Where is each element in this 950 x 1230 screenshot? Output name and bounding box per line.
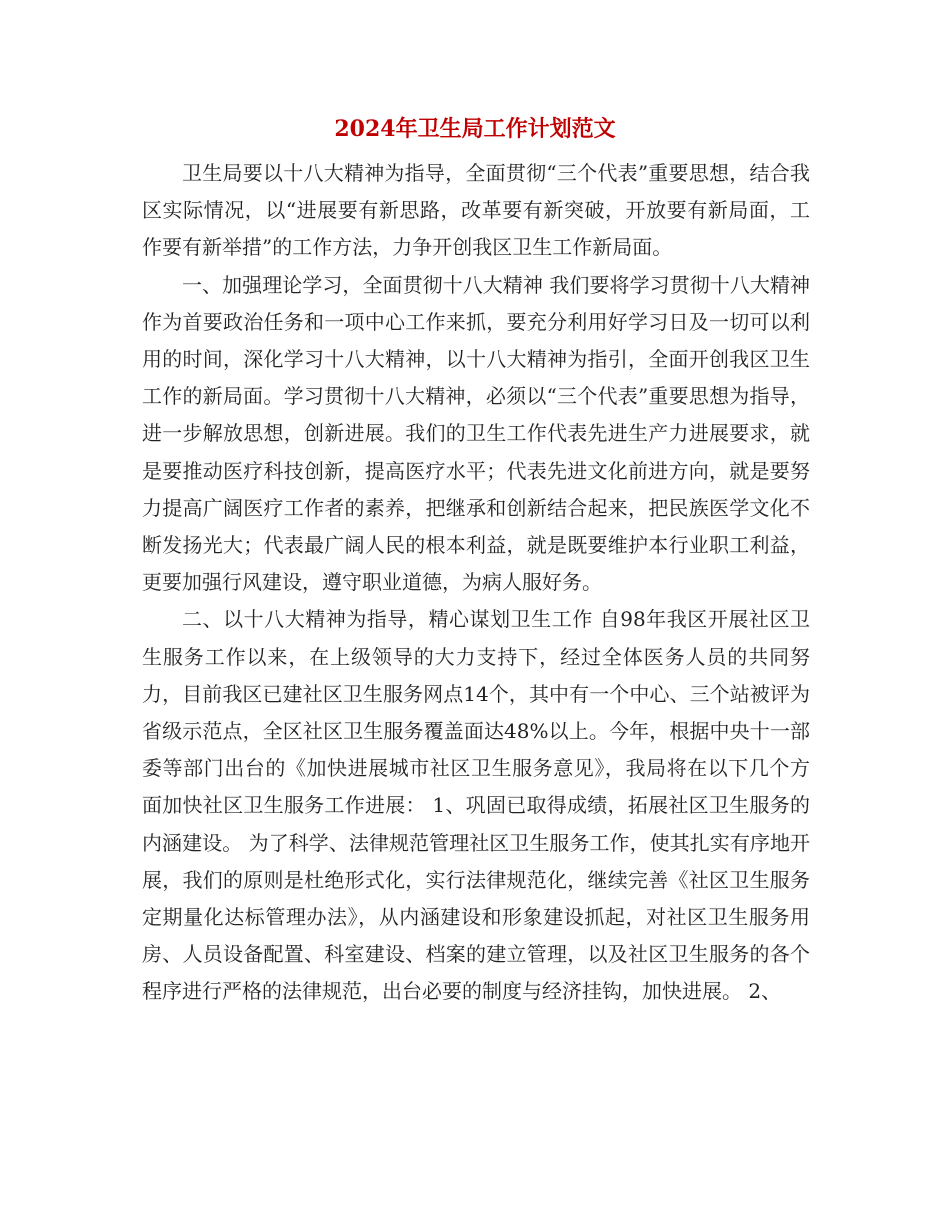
document-body [142, 155, 810, 1011]
paragraph-section-1: 一、加强理论学习，全面贯彻十八大精神 我们要将学习贯彻十八大精神作为首要政治任务和一项中心工作来抓，要充分利用好学习日及一切可以利用的时间，深化学习十八大精神，以十八大精神为指引，全面开创我区卫生工作的新局面。学习贯彻十八大精神，必须以“三个代表”重要思想为指导，进一步解放思想，创新进展。我们的卫生工作代表先进生产力进展要求，就是要推动医疗科技创新，提高医疗水平；代表先进文化前进方向，就是要努力提高广阔医疗工作者的素养，把继承和创新结合起来，把民族医学文化不断发扬光大；代表最广阔人民的根本利益，就是既要维护本行业职工利益，更要加强行风建设，遵守职业道德，为病人服好务。 [142, 272, 810, 595]
paragraph-intro: 卫生局要以十八大精神为指导，全面贯彻“三个代表”重要思想，结合我区实际情况，以“进展要有新思路，改革要有新突破，开放要有新局面，工作要有新举措”的工作方法，力争开创我区卫生工作新局面。 [142, 161, 810, 260]
document-title: 2024年卫生局工作计划范文 [334, 116, 616, 142]
paragraph-section-2: 二、以十八大精神为指导，精心谋划卫生工作 自98年我区开展社区卫生服务工作以来，在上级领导的大力支持下，经过全体医务人员的共同努力，目前我区已建社区卫生服务网点14个，其中有一个中心、三个站被评为省级示范点，全区社区卫生服务覆盖面达48%以上。今年，根据中央十一部委等部门出台的《加快进展城市社区卫生服务意见》，我局将在以下几个方面加快社区卫生服务工作进展： 1、巩固已取得成绩，拓展社区卫生服务的内涵建设。 为了科学、法律规范管理社区卫生服务工作，使其扎实有序地开展，我们的原则是杜绝形式化，实行法律规范化，继续完善《社区卫生服务定期量化达标管理办法》，从内涵建设和形象建设抓起，对社区卫生服务用房、人员设备配置、科室建设、档案的建立管理，以及社区卫生服务的各个程序进行严格的法律规范，出台必要的制度与经济挂钩，加快进展。 2、 [142, 607, 810, 1004]
